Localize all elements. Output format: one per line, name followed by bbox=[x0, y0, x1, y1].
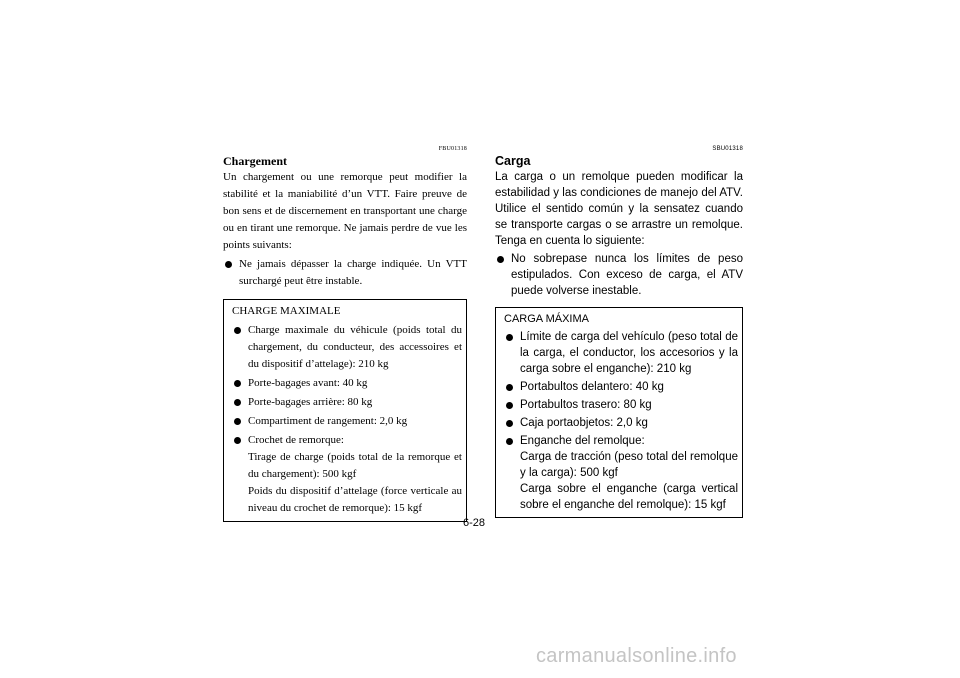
section-code: SBU01318 bbox=[712, 146, 743, 152]
hitch-line: Carga de tracción (peso total del remolque y la carga): 500 kgf bbox=[520, 451, 738, 479]
bullet-icon bbox=[506, 438, 513, 445]
max-load-box bbox=[495, 307, 743, 518]
bullet-icon bbox=[234, 437, 241, 444]
box-item bbox=[232, 413, 462, 430]
section-heading: Chargement bbox=[223, 154, 287, 168]
bullet-icon bbox=[497, 256, 504, 263]
page-number: 6-28 bbox=[463, 517, 486, 529]
watermark: carmanualsonline.info bbox=[536, 645, 737, 667]
max-load-box bbox=[223, 299, 467, 522]
box-item bbox=[504, 379, 738, 395]
box-item-text: Caja portaobjetos: 2,0 kg bbox=[520, 417, 648, 429]
box-item-text: Charge maximale du véhicule (poids total du chargement, du conducteur, des accessoires et du dispositif d’attelage): 210 kg bbox=[248, 324, 462, 370]
warning-bullet bbox=[495, 251, 743, 299]
box-item-hitch bbox=[504, 433, 738, 513]
box-item-text: Portabultos delantero: 40 kg bbox=[520, 381, 664, 393]
bullet-icon bbox=[234, 418, 241, 425]
hitch-line: Poids du dispositif d’attelage (force verticale au niveau du crochet de remorque): 15 kgf bbox=[248, 485, 462, 514]
box-title: CARGA MÁXIMA bbox=[504, 313, 589, 325]
bullet-icon bbox=[234, 327, 241, 334]
section-heading: Carga bbox=[495, 154, 531, 168]
bullet-text: No sobrepase nunca los límites de peso estipulados. Con exceso de carga, el ATV puede volverse inestable. bbox=[511, 253, 743, 297]
box-item bbox=[232, 322, 462, 373]
warning-bullet bbox=[223, 256, 467, 290]
box-item-text: Porte-bagages arrière: 80 kg bbox=[248, 396, 373, 408]
bullet-icon bbox=[234, 380, 241, 387]
box-title: CHARGE MAXIMALE bbox=[232, 305, 341, 317]
bullet-text: Ne jamais dépasser la charge indiquée. Un VTT surchargé peut être instable. bbox=[239, 258, 467, 287]
french-column bbox=[223, 145, 467, 522]
box-item-hitch bbox=[232, 432, 462, 517]
box-item bbox=[232, 375, 462, 392]
hitch-line: Tirage de charge (poids total de la remorque et du chargement): 500 kgf bbox=[248, 451, 462, 480]
bullet-icon bbox=[234, 399, 241, 406]
box-item bbox=[232, 394, 462, 411]
bullet-icon bbox=[506, 334, 513, 341]
spanish-column bbox=[495, 145, 743, 518]
hitch-block bbox=[248, 432, 462, 517]
hitch-title: Crochet de remorque: bbox=[248, 434, 344, 446]
bullet-icon bbox=[506, 420, 513, 427]
box-item bbox=[504, 397, 738, 413]
box-item-text: Compartiment de rangement: 2,0 kg bbox=[248, 415, 408, 427]
hitch-block bbox=[520, 433, 738, 513]
hitch-title: Enganche del remolque: bbox=[520, 435, 645, 447]
bullet-icon bbox=[506, 402, 513, 409]
intro-paragraph: Un chargement ou une remorque peut modifier la stabilité et la maniabilité d’un VTT. Faire preuve de bon sens et de discernement en transportant une charge ou en tirant une remorque. Ne jamais perdre de vue les points suivants: bbox=[223, 171, 467, 251]
box-item-text: Portabultos trasero: 80 kg bbox=[520, 399, 652, 411]
bullet-icon bbox=[225, 261, 232, 268]
hitch-line: Carga sobre el enganche (carga vertical sobre el enganche del remolque): 15 kgf bbox=[520, 483, 738, 511]
box-item-text: Porte-bagages avant: 40 kg bbox=[248, 377, 368, 389]
box-item bbox=[504, 329, 738, 377]
box-item-text: Límite de carga del vehículo (peso total de la carga, el conductor, los accesorios y la carga sobre el enganche): 210 kg bbox=[520, 331, 738, 375]
intro-paragraph: La carga o un remolque pueden modificar la estabilidad y las condiciones de manejo del ATV. Utilice el sentido común y la sensatez cuando se transporte cargas o se arrastre un remolque. Tenga en cuenta lo siguiente: bbox=[495, 171, 743, 247]
section-code: FBU01318 bbox=[438, 146, 467, 152]
bullet-icon bbox=[506, 384, 513, 391]
box-item bbox=[504, 415, 738, 431]
